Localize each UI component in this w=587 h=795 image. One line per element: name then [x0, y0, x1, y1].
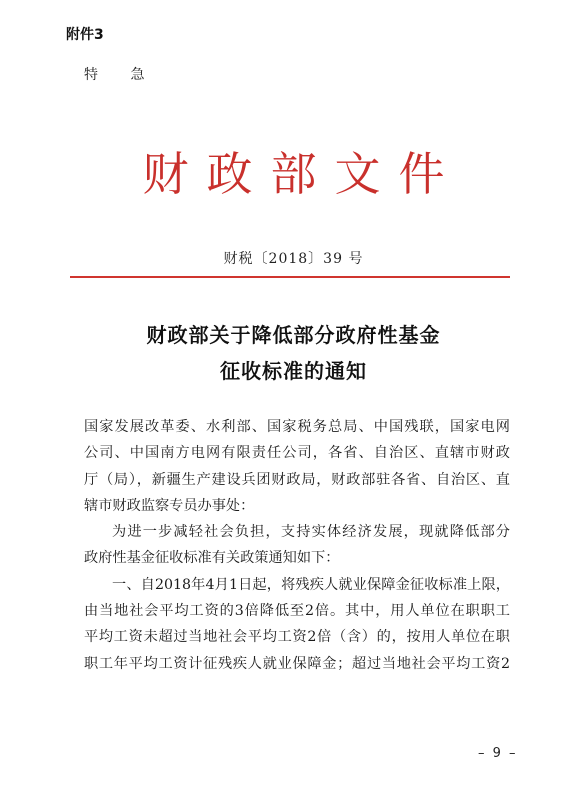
body-line-intro-2: 政府性基金征收标准有关政策通知如下：	[84, 550, 340, 567]
body-line-addressees-1: 国家发展改革委、水利部、国家税务总局、中国残联，国家电网	[84, 419, 510, 435]
body-line-addressees-3: 厅（局），新疆生产建设兵团财政局，财政部驻各省、自治区、直	[84, 471, 510, 488]
body-line-item1-2: 由当地社会平均工资的3倍降低至2倍。其中，用人单位在职职工	[84, 603, 510, 620]
body-line-item1-4: 职工年平均工资计征残疾人就业保障金；超过当地社会平均工资2	[84, 655, 510, 672]
red-separator-rule	[70, 276, 510, 278]
body-line-intro-1: 为进一步减轻社会负担，支持实体经济发展，现就降低部分	[112, 524, 510, 541]
page-number: – 9 –	[478, 746, 518, 761]
body-line-addressees-4: 辖市财政监察专员办事处：	[84, 497, 255, 514]
attachment-label: 附件3	[66, 27, 104, 43]
notice-title-line-1: 财政部关于降低部分政府性基金	[146, 323, 441, 347]
issuer-heading: 财政部文件	[142, 147, 463, 201]
document-number: 财税〔2018〕39 号	[223, 251, 364, 267]
urgency-label: 特 急	[84, 67, 159, 83]
body-line-item1-3: 平均工资未超过当地社会平均工资2倍（含）的，按用人单位在职	[84, 629, 510, 646]
notice-title-line-2: 征收标准的通知	[220, 359, 367, 383]
body-line-addressees-2: 公司、中国南方电网有限责任公司，各省、自治区、直辖市财政	[84, 445, 510, 462]
notice-body	[84, 414, 510, 677]
body-line-item1-1: 一、自2018年4月1日起，将残疾人就业保障金征收标准上限，	[112, 576, 510, 593]
